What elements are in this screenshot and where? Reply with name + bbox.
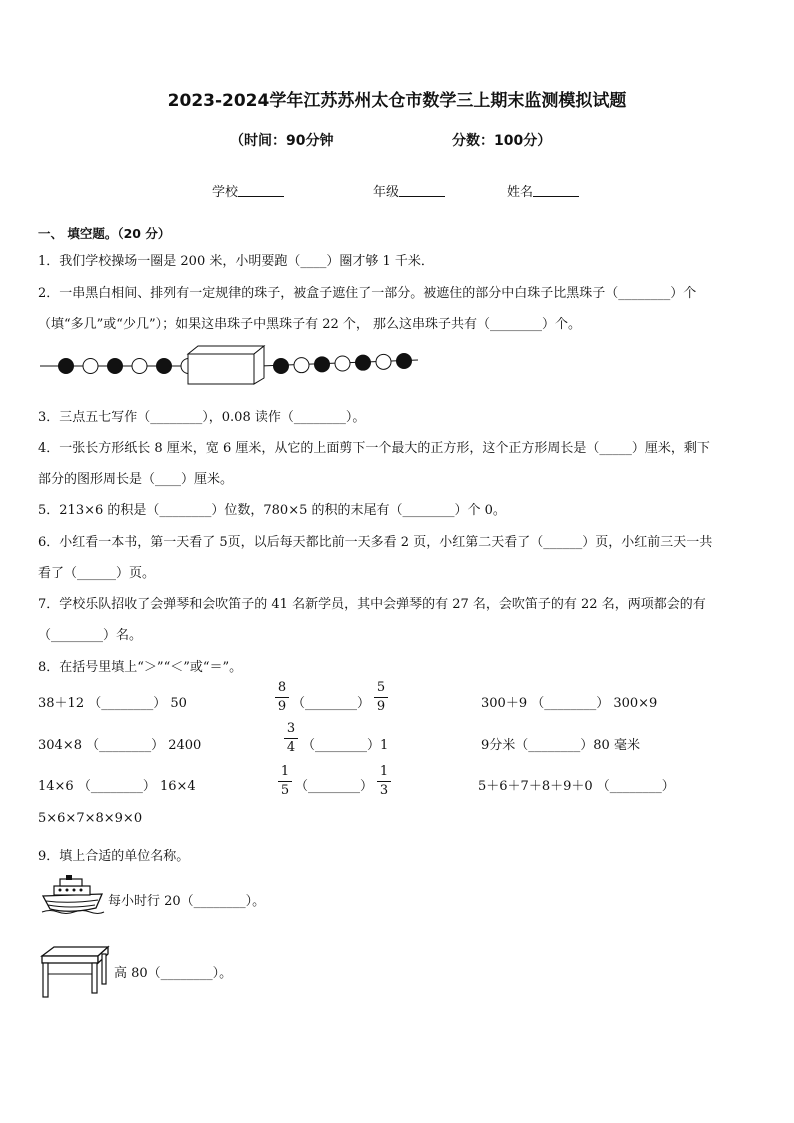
q8-r4-c1: 5×6×7×8×9×0: [38, 811, 143, 826]
question-9-table-text: 高 80（________）。: [114, 966, 233, 981]
q8-r2-c2-tail: （________）1: [302, 738, 389, 753]
q8-r2-c1: 304×8 （________） 2400: [38, 738, 202, 753]
q8-r3-fraction-b: 1 3: [377, 764, 391, 799]
bead-white: [132, 359, 147, 374]
exam-time: （时间：90分钟: [230, 133, 334, 149]
page-title: 2023-2024学年江苏苏州太仓市数学三上期末监测模拟试题: [167, 91, 627, 111]
bead-black: [397, 354, 412, 369]
grade-label: 年级: [373, 185, 400, 200]
question-7-line1: 7．学校乐队招收了会弹琴和会吹笛子的 41 名新学员，其中会弹琴的有 27 名，会吹笛子的有 22 名，两项都会的有: [38, 597, 706, 612]
question-3: 3．三点五七写作（________），0.08 读作（________）。: [38, 410, 366, 425]
bead-black: [108, 359, 123, 374]
bead-white: [335, 356, 350, 371]
bead-white: [294, 358, 309, 373]
q8-r1-fraction-b: 5 9: [374, 680, 388, 715]
ship-icon: [40, 874, 106, 916]
q8-r3-c3: 5＋6＋7＋8＋9＋0 （________）: [478, 779, 675, 794]
q8-r2-c3: 9分米（________）80 毫米: [481, 738, 640, 753]
bead-white: [376, 354, 391, 369]
question-4-line1: 4．一张长方形纸长 8 厘米，宽 6 厘米，从它的上面剪下一个最大的正方形，这个正方形周长是（_____）厘米，剩下: [38, 441, 710, 456]
question-6-line1: 6．小红看一本书，第一天看了 5页，以后每天都比前一天多看 2 页，小红第二天看了（______）页，小红前三天一共: [38, 535, 713, 550]
school-label: 学校: [212, 185, 239, 200]
bead-black: [274, 359, 289, 374]
bead-black: [59, 359, 74, 374]
bead-black: [157, 359, 172, 374]
beads-right-group: [274, 354, 412, 374]
school-blank[interactable]: [238, 184, 284, 197]
question-7-line2: （________）名。: [38, 628, 143, 643]
bead-string-figure: [36, 340, 426, 386]
grade-blank[interactable]: [399, 184, 445, 197]
bead-black: [315, 357, 330, 372]
table-icon: [38, 944, 110, 1000]
name-blank[interactable]: [533, 184, 579, 197]
q8-r1-c1: 38＋12 （________） 50: [38, 696, 187, 711]
q8-r1-c3: 300＋9 （________） 300×9: [481, 696, 658, 711]
q8-r1-c2-blank: （________）: [292, 696, 371, 711]
question-8-intro: 8．在括号里填上“＞”“＜”或“＝”。: [38, 660, 243, 675]
bead-black: [356, 355, 371, 370]
q8-r3-fraction-a: 1 5: [278, 764, 292, 799]
question-2-line2: （填“多几”或“少几”）；如果这串珠子中黑珠子有 22 个， 那么这串珠子共有（________）个。: [38, 317, 582, 332]
cover-box: [188, 346, 264, 384]
question-5: 5．213×6 的积是（________）位数，780×5 的积的末尾有（________）个 0。: [38, 503, 506, 518]
q8-r2-fraction-a: 3 4: [284, 721, 298, 756]
bead-white: [83, 359, 98, 374]
exam-score: 分数：100分）: [452, 133, 552, 149]
section-heading: 一、 填空题。（20 分）: [38, 226, 171, 241]
q8-r3-c2-blank: （________）: [295, 779, 374, 794]
question-6-line2: 看了（______）页。: [38, 566, 156, 581]
question-9-intro: 9．填上合适的单位名称。: [38, 849, 190, 864]
name-field[interactable]: [507, 181, 579, 200]
question-9-ship-text: 每小时行 20（________）。: [108, 894, 266, 909]
question-2-line1: 2．一串黑白相间、排列有一定规律的珠子，被盒子遮住了一部分。被遮住的部分中白珠子比黑珠子（________）个: [38, 286, 697, 301]
question-4-line2: 部分的图形周长是（____）厘米。: [38, 472, 234, 487]
school-field[interactable]: [212, 181, 284, 200]
grade-field[interactable]: [373, 181, 445, 200]
name-label: 姓名: [507, 185, 534, 200]
q8-r1-fraction-a: 8 9: [275, 680, 289, 715]
q8-r3-c1: 14×6 （________） 16×4: [38, 779, 196, 794]
question-1: 1．我们学校操场一圈是 200 米，小明要跑（____）圈才够 1 千米．: [38, 254, 434, 269]
